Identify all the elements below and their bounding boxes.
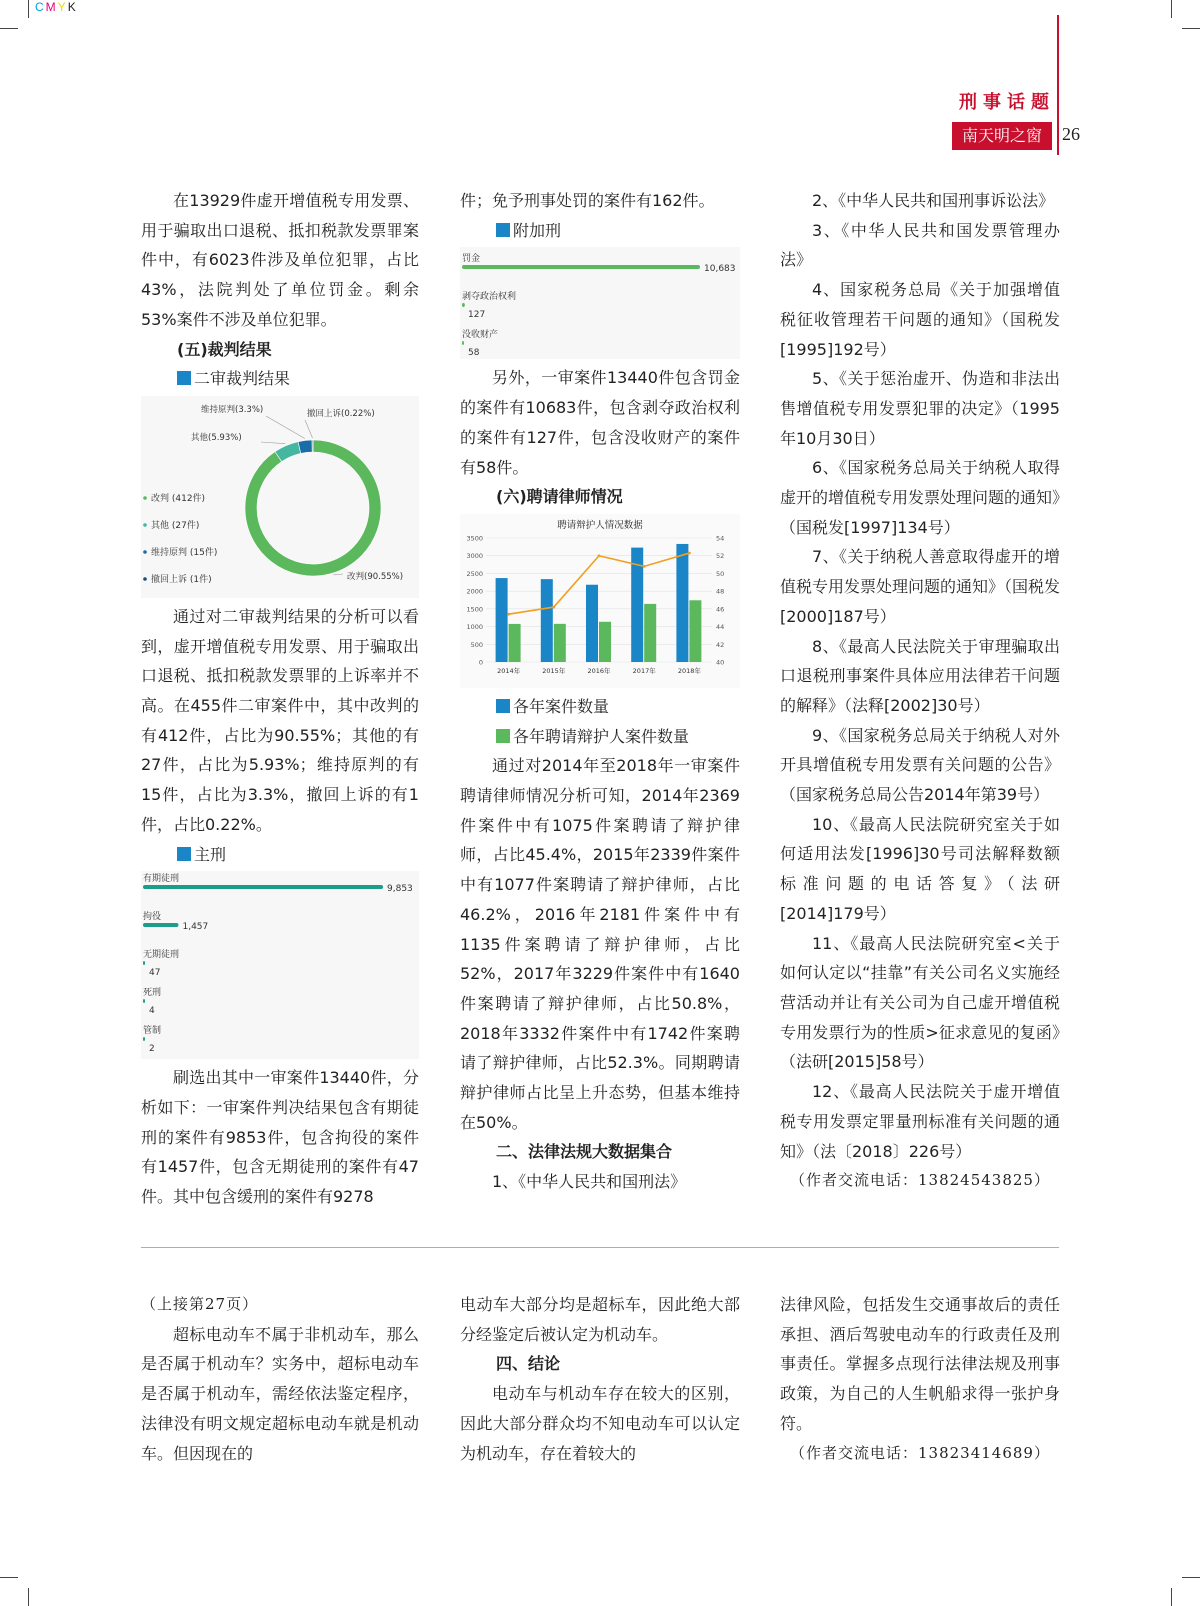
slice-label: 其他(5.93%): [191, 432, 242, 443]
figure-caption: [141, 840, 419, 870]
continued-note: （上接第27页）: [141, 1295, 259, 1313]
additional-penalty-chart-figure: [460, 247, 740, 359]
y2-tick-label: 44: [716, 622, 725, 631]
bar: [689, 600, 701, 662]
paragraph: 电动车与机动车存在较大的区别，因此大部分群众均不知电动车可以认定为机动车，存在着较大的: [460, 1384, 740, 1463]
subheading: (六)聘请律师情况: [496, 487, 623, 507]
crop-mark: [1171, 1588, 1172, 1606]
legend-label: 改判 (412件): [151, 493, 206, 504]
bar-category-label: 拘役: [143, 912, 162, 923]
lawyer-combo-chart: [460, 514, 740, 688]
bar-value-label: 1,457: [182, 922, 209, 933]
column-3: [780, 186, 1060, 1196]
line-point: [643, 565, 646, 568]
slice-label: 维持原判(3.3%): [201, 404, 264, 415]
bar-category-label: 有期徒刑: [143, 874, 180, 885]
law-list-item: 7、《关于纳税人善意取得虚开的增值税专用发票处理问题的通知》（国税发[2000]187号）: [780, 547, 1061, 626]
bar: [462, 265, 700, 269]
crop-mark: [1171, 0, 1172, 18]
masthead: 南天明之窗: [952, 122, 1052, 150]
legend-label: 维持原判 (15件): [151, 547, 218, 558]
color-registration-marks: CMYK: [35, 0, 78, 14]
law-list-item: 9、《国家税务总局关于纳税人对外开具增值税专用发票有关问题的公告》（国家税务总局公告2014年第39号）: [780, 725, 1060, 805]
section-title: 刑事话题: [959, 92, 1055, 113]
y2-tick-label: 50: [716, 569, 725, 578]
y-tick-label: 1000: [466, 622, 483, 631]
y2-tick-label: 42: [716, 640, 725, 649]
legend-dot: [143, 577, 147, 581]
leader-line: [261, 442, 285, 444]
paragraph: 刷选出其中一审案件13440件，分析如下：一审案件判决结果包含有期徒刑的案件有9853件，包含拘役的案件有1457件，包含无期徒刑的案件有47件。其中包含缓刑的案件有9278: [141, 1068, 419, 1207]
section-divider: [141, 1247, 1059, 1248]
paragraph: 在13929件虚开增值税专用发票、用于骗取出口退税、抵扣税款发票罪案件中，有6023件涉及单位犯罪，占比43%，法院判处了单位罚金。剩余53%案件不涉及单位犯罪。: [141, 191, 419, 329]
legend-dot: [143, 496, 147, 500]
y-tick-label: 3500: [466, 534, 483, 543]
subheading: 四、结论: [496, 1354, 561, 1374]
bar: [509, 624, 521, 662]
column-2: [460, 186, 740, 1197]
legend-swatch: [496, 699, 510, 713]
bar: [599, 622, 611, 662]
subheading: (五)裁判结果: [177, 339, 272, 359]
law-list-item: 6、《国家税务总局关于纳税人取得虚开的增值税专用发票处理问题的通知》（国税发[1997]134号）: [780, 458, 1061, 537]
law-list-item: 2、《中华人民共和国刑事诉讼法》: [812, 191, 1055, 210]
bar-value-label: 4: [149, 1006, 155, 1017]
bar: [541, 579, 553, 662]
bar-category-label: 管制: [143, 1026, 162, 1037]
crop-mark: [28, 0, 29, 18]
legend-label: 撤回上诉 (1件): [151, 574, 212, 585]
donut-slice: [312, 440, 313, 452]
bar-value-label: 10,683: [704, 264, 736, 275]
paragraph: 另外，一审案件13440件包含罚金的案件有10683件，包含剥夺政治权利的案件有127件，包含没收财产的案件有58件。: [460, 368, 740, 477]
x-tick-label: 2016年: [587, 666, 611, 675]
y-tick-label: 500: [470, 640, 483, 649]
bar-value-label: 58: [468, 348, 480, 359]
y2-tick-label: 54: [716, 534, 725, 543]
chart-title: 聘请辩护人情况数据: [557, 519, 643, 531]
bar-category-label: 无期徒刑: [143, 950, 180, 961]
paragraph: 件；免予刑事处罚的案件有162件。: [460, 191, 715, 210]
figure-caption: [460, 216, 740, 246]
leader-line: [266, 416, 305, 438]
law-list-item: 11、《最高人民法院研究室<关于如何认定以“挂靠”有关公司名义实施经营活动并让有关公司为自己虚开增值税专用发票行为的性质>征求意见的复函》（法研[2015]58号）: [780, 933, 1060, 1072]
additional-penalty-bar-chart: [460, 247, 740, 359]
y2-tick-label: 48: [716, 587, 725, 596]
main-penalty-chart-figure: [141, 871, 419, 1059]
legend-swatch: [496, 223, 510, 237]
header-rule: [1057, 15, 1059, 155]
x-tick-label: 2018年: [677, 666, 701, 675]
figure-caption-text: 二审裁判结果: [194, 369, 291, 389]
paragraph: 超标电动车不属于非机动车，那么是否属于机动车？实务中，超标电动车是否属于机动车，需经依法鉴定程序，法律没有明文规定超标电动车就是机动车。但因现在的: [141, 1324, 419, 1463]
y2-tick-label: 52: [716, 552, 725, 561]
bottom-column-3: [780, 1290, 1060, 1468]
bar-category-label: 死刑: [143, 988, 162, 999]
law-list-item: 5、《关于惩治虚开、伪造和非法出售增值税专用发票犯罪的决定》（1995年10月30日）: [780, 369, 1060, 448]
bottom-column-1: [141, 1290, 419, 1468]
crop-mark: [1182, 28, 1200, 29]
bar: [143, 1037, 145, 1041]
law-list-item: 3、《中华人民共和国发票管理办法》: [780, 220, 1060, 270]
legend-swatch: [496, 729, 510, 743]
slice-label: 撤回上诉(0.22%): [307, 408, 375, 419]
bar: [644, 604, 656, 662]
y-tick-label: 1500: [466, 605, 483, 614]
bar: [143, 923, 178, 927]
bar: [462, 341, 464, 345]
bar-value-label: 9,853: [387, 884, 413, 895]
page-number: 26: [1062, 124, 1080, 144]
bar: [143, 961, 145, 965]
paragraph: 通过对二审裁判结果的分析可以看到，虚开增值税专用发票、用于骗取出口退税、抵扣税款发票罪的上诉率并不高。在455件二审案件中，其中改判的有412件，占比为90.55%；其他的有27件，占比为5.93%；维持原判的有15件，占比为3.3%，撤回上诉的有1件，占比0.22%。: [141, 606, 419, 834]
bar: [496, 578, 508, 662]
y2-tick-label: 46: [716, 605, 725, 614]
slice-label: 改判(90.55%): [347, 571, 404, 582]
main-penalty-bar-chart: [141, 871, 419, 1059]
bar: [586, 585, 598, 662]
column-1: [141, 186, 419, 1212]
lawyer-chart-figure: [460, 514, 740, 688]
bottom-column-2: [460, 1290, 740, 1468]
line-point: [507, 613, 510, 616]
bar: [554, 624, 566, 662]
donut-chart-figure: [141, 396, 419, 598]
legend-dot: [143, 550, 147, 554]
chart-legend-item: [460, 722, 740, 752]
crop-mark: [28, 1588, 29, 1606]
line-point: [688, 552, 691, 555]
bar: [676, 544, 688, 662]
legend-swatch: [177, 847, 191, 861]
x-tick-label: 2014年: [497, 666, 521, 675]
law-list: [780, 186, 1060, 1166]
donut-slice: [245, 440, 381, 576]
chart-legend-item: [460, 692, 740, 722]
bar: [462, 303, 465, 307]
line-point: [598, 554, 601, 557]
legend-label: 各年聘请辩护人案件数量: [513, 726, 690, 746]
author-contact: （作者交流电话：13824543825）: [790, 1171, 1050, 1190]
figure-caption: [141, 364, 419, 394]
y-tick-label: 2000: [466, 587, 483, 596]
bar-category-label: 罚金: [462, 254, 481, 265]
donut-chart: [141, 396, 419, 598]
law-list-item: 12、《最高人民法院关于虚开增值税专用发票定罪量刑标准有关问题的通知》（法〔2018〕226号）: [780, 1082, 1060, 1161]
y2-tick-label: 40: [716, 658, 725, 667]
paragraph: 电动车大部分均是超标车，因此绝大部分经鉴定后被认定为机动车。: [460, 1295, 740, 1344]
line-point: [552, 606, 555, 609]
bar-category-label: 没收财产: [462, 330, 499, 341]
law-list-item: 8、《最高人民法院关于审理骗取出口退税刑事案件具体应用法律若干问题的解释》（法释[2002]30号）: [780, 636, 1060, 715]
legend-swatch: [177, 371, 191, 385]
ratio-line: [509, 553, 690, 614]
author-contact: （作者交流电话：13823414689）: [790, 1443, 1050, 1462]
leader-line: [305, 420, 313, 438]
paragraph: 法律风险，包括发生交通事故后的责任承担、酒后驾驶电动车的行政责任及刑事责任。掌握多点现行法律法规及刑事政策，为自己的人生帆船求得一张护身符。: [780, 1295, 1060, 1433]
bar: [143, 885, 383, 889]
bar-value-label: 47: [149, 968, 161, 979]
subheading: 二、法律法规大数据集合: [496, 1142, 673, 1162]
figure-caption-text: 附加刑: [513, 220, 562, 240]
crop-mark: [1182, 1577, 1200, 1578]
bar-value-label: 127: [468, 310, 486, 321]
law-list-item: 4、国家税务总局《关于加强增值税征收管理若干问题的通知》（国税发[1995]192号）: [780, 280, 1060, 359]
x-tick-label: 2015年: [542, 666, 566, 675]
legend-label: 各年案件数量: [513, 696, 610, 716]
list-item: 1、《中华人民共和国刑法》: [492, 1172, 687, 1192]
y-tick-label: 3000: [466, 552, 483, 561]
legend-label: 其他 (27件): [151, 520, 200, 531]
figure-caption-text: 主刑: [194, 844, 227, 864]
paragraph: 通过对2014年至2018年一审案件聘请律师情况分析可知，2014年2369件案件中有1075件案聘请了辩护律师，占比45.4%，2015年2339件案件中有1077件案聘请了辩护律师，占比46.2%，2016年2181件案件中有1135件案聘请了辩护律师，占比52%，2017年3229件案件中有1640件案聘请了辩护律师，占比50.8%，2018年3332件案件中有1742件案聘请了辩护律师，占比52.3%。同期聘请辩护律师占比呈上升态势，但基本维持在50%。: [460, 756, 740, 1132]
legend-dot: [143, 523, 147, 527]
law-list-item: 10、《最高人民法院研究室关于如何适用法发[1996]30号司法解释数额标准问题的电话答复》（法研[2014]179号）: [780, 814, 1060, 923]
bar: [143, 999, 145, 1003]
bar-category-label: 剥夺政治权利: [462, 292, 517, 303]
crop-mark: [0, 1577, 18, 1578]
leader-line: [333, 574, 343, 575]
bar-value-label: 2: [149, 1044, 155, 1055]
crop-mark: [0, 28, 18, 29]
x-tick-label: 2017年: [632, 666, 656, 675]
y-tick-label: 0: [478, 658, 483, 667]
y-tick-label: 2500: [466, 569, 483, 578]
donut-slice: [298, 440, 312, 453]
